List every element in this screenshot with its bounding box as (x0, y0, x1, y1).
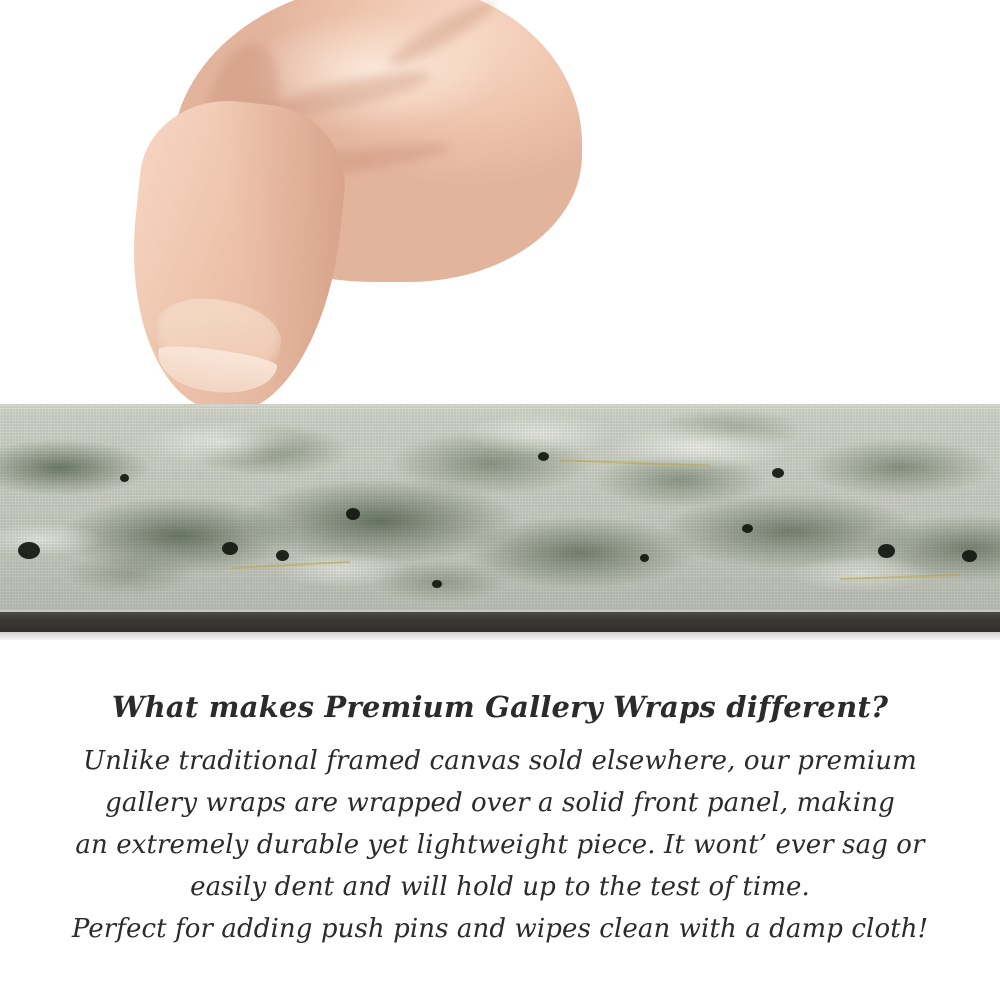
gallery-wrap-side-edge (0, 612, 1000, 632)
caption-line: an extremely durable yet lightweight piece. It wont’ ever sag or (75, 830, 925, 860)
caption-line: gallery wraps are wrapped over a solid front panel, making (105, 788, 895, 818)
caption-line: Unlike traditional framed canvas sold elsewhere, our premium (83, 746, 917, 776)
canvas-print-strip (0, 404, 1000, 616)
hand-photo (112, 0, 582, 412)
caption-line: easily dent and will hold up to the test of time. (190, 872, 810, 902)
drop-shadow (0, 632, 1000, 640)
canvas-weave-texture (0, 404, 1000, 616)
caption-headline: What makes Premium Gallery Wraps different? (111, 690, 889, 724)
caption-line: Perfect for adding push pins and wipes clean with a damp cloth! (71, 914, 929, 944)
caption-block (0, 690, 1000, 950)
